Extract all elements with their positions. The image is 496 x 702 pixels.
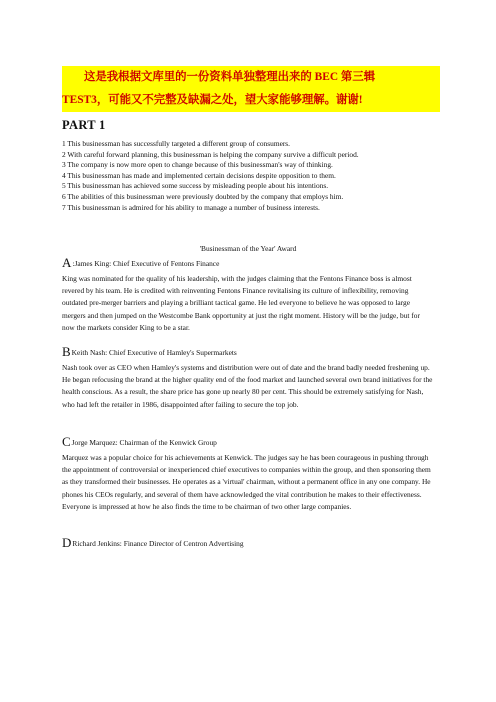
statement-list xyxy=(62,139,434,213)
intro-banner-line-1: 这是我根据文库里的一份资料单独整理出来的 BEC 第三辑 xyxy=(84,71,376,83)
intro-banner-line-2: TEST3，可能又不完整及缺漏之处，望大家能够理解。谢谢! xyxy=(62,94,363,106)
statement-item: 7 This businessman is admired for his ability to manage a number of business interests. xyxy=(62,202,320,212)
section-letter: A xyxy=(62,255,72,270)
section-heading xyxy=(62,256,434,271)
statement-item: 1 This businessman has successfully targeted a different group of consumers. xyxy=(62,139,291,148)
statement-item: 3 The company is now more open to change because of this businessman's way of thinking. xyxy=(62,160,333,170)
section-heading-text: Keith Nash: Chief Executive of Hamley's Supermarkets xyxy=(71,348,237,357)
section-heading xyxy=(62,435,434,450)
statement-item: 5 This businessman has achieved some success by misleading people about his intentions. xyxy=(62,181,329,191)
section-heading-text: :James King: Chief Executive of Fentons Finance xyxy=(72,259,220,268)
part-title: PART 1 xyxy=(62,118,106,132)
statement-item: 4 This businessman has made and implemented certain decisions despite opposition to them. xyxy=(62,170,336,180)
section-a xyxy=(62,256,434,334)
section-letter: D xyxy=(62,535,72,550)
award-title: 'Businessman of the Year' Award xyxy=(199,244,297,253)
intro-banner xyxy=(62,66,440,112)
section-c xyxy=(62,435,434,513)
section-body: King was nominated for the quality of his leadership, with the judges claiming that the Fentons Finance boss is almost revered by his team. He is credited with reinventing Fentons Finance revitalising its culture of inflexibility, removing outdated pre-merger barriers and playing a brilliant tactical game. He led everyone to believe he was opposed to large mergers and then jumped on the Westcombe Bank opportunity at just the right moment. History will be the judge, but for now the markets consider King to be a star. xyxy=(62,274,420,332)
section-heading-text: Richard Jenkins: Finance Director of Centron Advertising xyxy=(72,539,244,548)
statement-item: 6 The abilities of this businessman were previously doubted by the company that employs him. xyxy=(62,191,344,201)
section-b xyxy=(62,345,434,411)
section-letter: C xyxy=(62,434,71,449)
section-body: Marquez was a popular choice for his achievements at Kenwick. The judges say he has been courageous in pushing through the appointment of controversial or inexperienced chief executives to companies within the group, and then sponsoring them as they transformed their businesses. He operates as a 'virtual' chairman, without a permanent office in any one company. He phones his CEOs regularly, and several of them have acknowledged the vital contribution he makes to their effectiveness. Everyone is impressed at how he also finds the time to be chairman of two other large companies. xyxy=(62,453,431,511)
section-heading xyxy=(62,345,434,360)
section-heading-text: Jorge Marquez: Chairman of the Kenwick Group xyxy=(71,438,217,447)
section-letter: B xyxy=(62,344,71,359)
section-heading xyxy=(62,536,434,551)
section-body: Nash took over as CEO when Hamley's systems and distribution were out of date and the brand badly needed freshening up. He began refocusing the brand at the higher quality end of the food market and launched several own brand initiatives for the health conscious. As a result, the share price has gone up nearly 80 per cent. This should be extremely satisfying for Nash, who had left the retailer in 1986, disappointed after failing to secure the top job. xyxy=(62,363,433,409)
section-d xyxy=(62,536,434,551)
statement-item: 2 With careful forward planning, this businessman is helping the company survive a difficult period. xyxy=(62,149,359,159)
